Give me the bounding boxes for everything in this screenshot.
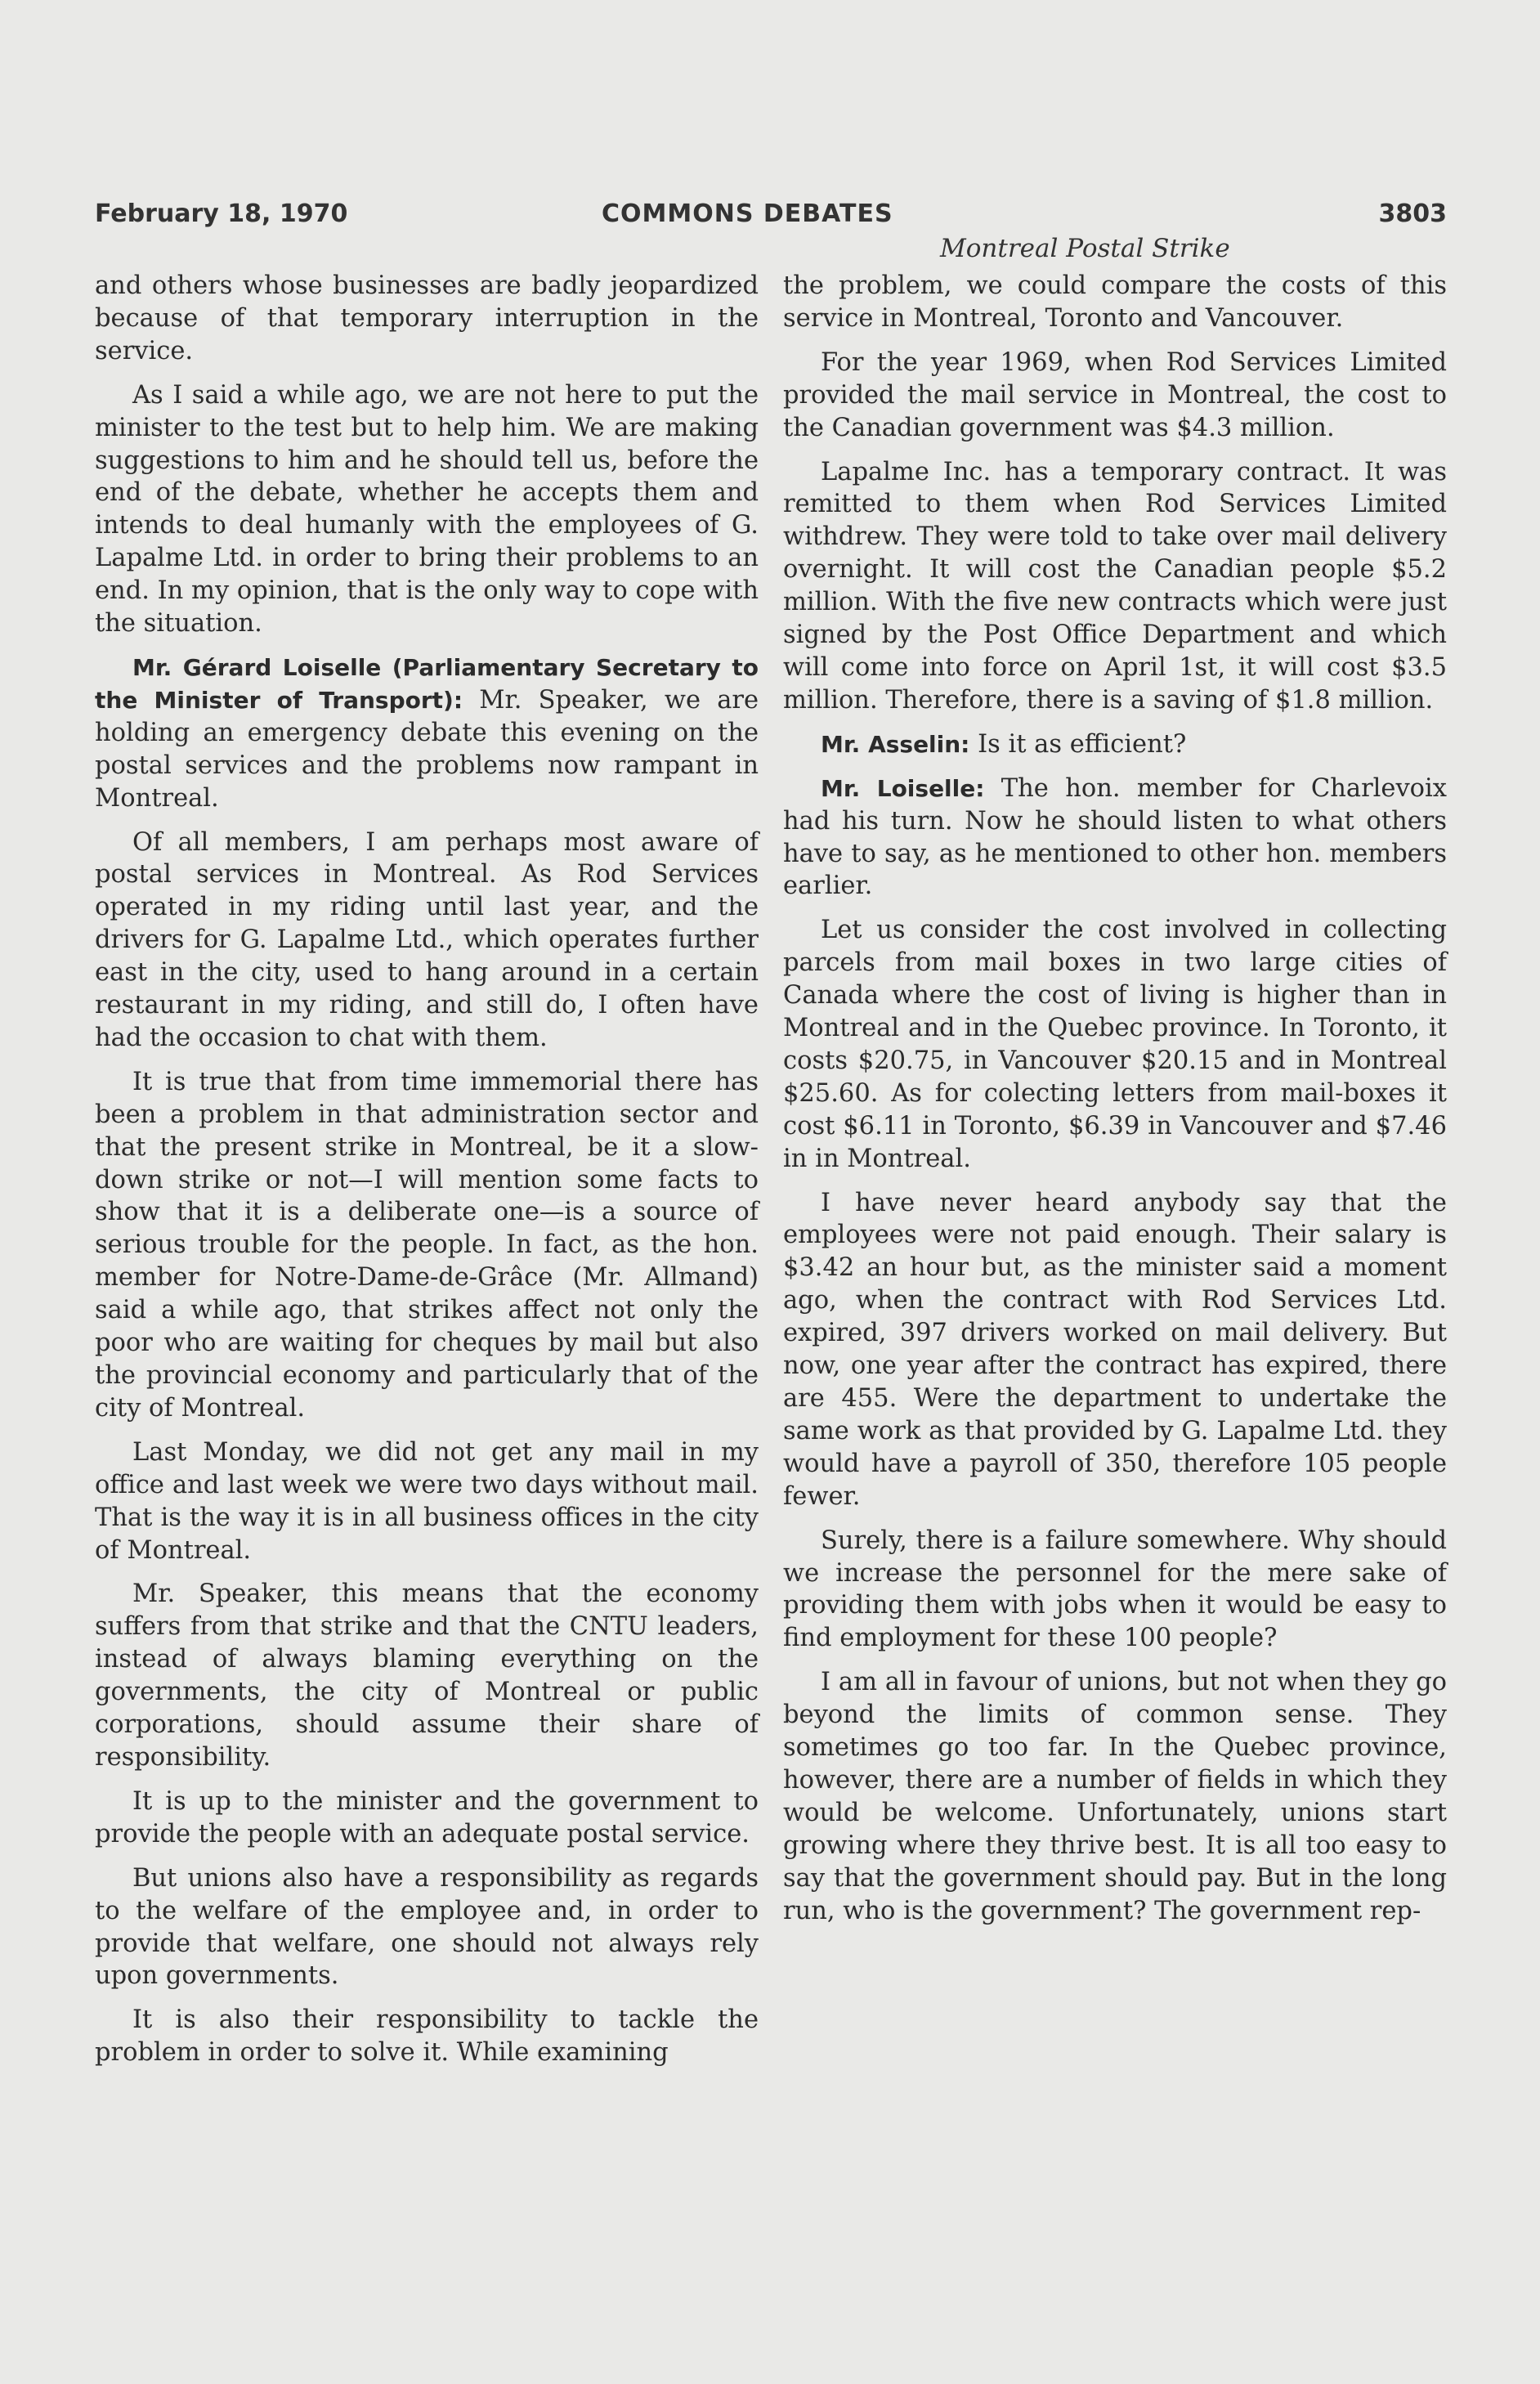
paragraph (783, 347, 1447, 445)
paragraph (95, 1436, 759, 1567)
paragraph (783, 1666, 1447, 1927)
paragraph (783, 1187, 1447, 1513)
paragraph-text: The hon. member for Charlevoix had his turn. Now he should listen to what others have to say, as he mentioned to other hon. members earlier. (783, 773, 1448, 901)
subject-heading: Montreal Postal Strike (940, 234, 1230, 263)
speaker-name: Mr. Loiselle: (821, 774, 985, 802)
paragraph-text: Mr. Speaker, this means that the economy suffers from that strike and that the CNTU leaders, instead of always blaming everything on the governments, the city of Montreal or public corporations, should assume their share of responsibility. (95, 1580, 759, 1772)
paragraph-text: I am all in favour of unions, but not when they go beyond the limits of common sense. They sometimes go too far. In the Quebec province, however, there are a number of fields in which they would be welcome. Unfortunately, unions start growing where they thrive best. It is all too easy to say that the government should pay. But in the long run, who is the government? The government rep- (783, 1668, 1447, 1925)
paragraph-text: Of all members, I am perhaps most aware of postal services in Montreal. As Rod Services operated in my riding until last year, and the drivers for G. Lapalme Ltd., which operates further east in the city, used to hang around in a certain restaurant in my riding, and still do, I often have had the occasion to chat with them. (95, 827, 759, 1052)
paragraph (95, 1862, 759, 1993)
paragraph (95, 379, 759, 640)
paragraph (95, 2004, 759, 2069)
paragraph (95, 1578, 759, 1773)
paragraph (783, 914, 1447, 1175)
paragraph-text: As I said a while ago, we are not here to put the minister to the test but to help him. We are making suggestions to him and he should tell us, before the end of the debate, whether he accepts them and intends to deal humanly with the employees of G. Lapalme Ltd. in order to bring their problems to an end. In my opinion, that is the only way to cope with the situation. (95, 380, 759, 639)
paragraph (783, 773, 1447, 903)
paragraph (95, 270, 759, 368)
paragraph-text: Last Monday, we did not get any mail in my office and last week we were two days without mail. That is the way it is in all business offices in the city of Montreal. (95, 1437, 759, 1565)
speaker-name: Mr. Gérard Loiselle (Parliamentary Secretary to the Minister of Transport): (95, 653, 759, 714)
paragraph (783, 728, 1447, 761)
paragraph-text: It is up to the minister and the government to provide the people with an adequate postal service. (95, 1786, 759, 1848)
paragraph-text: It is also their responsibility to tackle the problem in order to solve it. While examining (95, 2005, 759, 2068)
paragraph-text: Mr. Speaker, we are holding an emergency debate this evening on the postal services and the problems now rampant in Montreal. (95, 685, 759, 813)
paragraph-text: Let us consider the cost involved in collecting parcels from mail boxes in two large cities of Canada where the cost of living is higher than in Montreal and in the Quebec province. In Toronto, it costs $20.75, in Vancouver $20.15 and in Montreal $25.60. As for colecting letters from mail-boxes it cost $6.11 in Toronto, $6.39 in Vancouver and $7.46 in in Montreal. (783, 916, 1447, 1173)
paragraph-text: It is true that from time immemorial there has been a problem in that administration sector and that the present strike in Montreal, be it a slow-down strike or not—I will mention some facts to show that it is a deliberate one—is a source of serious trouble for the people. In fact, as the hon. member for Notre-Dame-de-Grâce (Mr. Allmand) said a while ago, that strikes affect not only the poor who are waiting for cheques by mail but also the provincial economy and particularly that of the city of Montreal. (95, 1067, 759, 1423)
paragraph (95, 1066, 759, 1425)
header-date: February 18, 1970 (95, 199, 348, 228)
paragraph-text: the problem, we could compare the costs of this service in Montreal, Toronto and Vancouver. (783, 271, 1447, 333)
paragraph-text: I have never heard anybody say that the employees were not paid enough. Their salary is $3.42 an hour but, as the minister said a moment ago, when the contract with Rod Services Ltd. expired, 397 drivers worked on mail delivery. But now, one year after the contract has expired, there are 455. Were the department to undertake the same work as that provided by G. Lapalme Ltd. they would have a payroll of 350, therefore 105 people fewer. (783, 1188, 1447, 1511)
paragraph-text: But unions also have a responsibility as regards to the welfare of the employee and, in order to provide that welfare, one should not always rely upon governments. (95, 1863, 759, 1991)
paragraph-text: For the year 1969, when Rod Services Limited provided the mail service in Montreal, the cost to the Canadian government was $4.3 million. (783, 347, 1447, 442)
header-title: COMMONS DEBATES (602, 199, 893, 228)
right-column (783, 270, 1447, 1939)
page-header (95, 199, 1447, 232)
paragraph (783, 456, 1447, 717)
paragraph (783, 270, 1447, 335)
page-number: 3803 (1378, 199, 1447, 228)
speaker-name: Mr. Asselin: (821, 730, 970, 758)
paragraph-text: Is it as efficient? (969, 729, 1187, 759)
paragraph-text: Lapalme Inc. has a temporary contract. It was remitted to them when Rod Services Limited withdrew. They were told to take over mail delivery overnight. It will cost the Canadian people $5.2 million. With the five new contracts which were just signed by the Post Office Department and which will come into force on April 1st, it will cost $3.5 million. Therefore, there is a saving of $1.8 million. (783, 457, 1447, 715)
paragraph (783, 1525, 1447, 1656)
left-column (95, 270, 759, 2081)
paragraph-text: Surely, there is a failure somewhere. Why should we increase the personnel for the mere sake of providing them with jobs when it would be easy to find employment for these 100 people? (783, 1526, 1447, 1653)
paragraph (95, 827, 759, 1055)
paragraph (95, 652, 759, 815)
paragraph-text: and others whose businesses are badly jeopardized because of that temporary interruption in the service. (95, 271, 759, 365)
paragraph (95, 1786, 759, 1851)
